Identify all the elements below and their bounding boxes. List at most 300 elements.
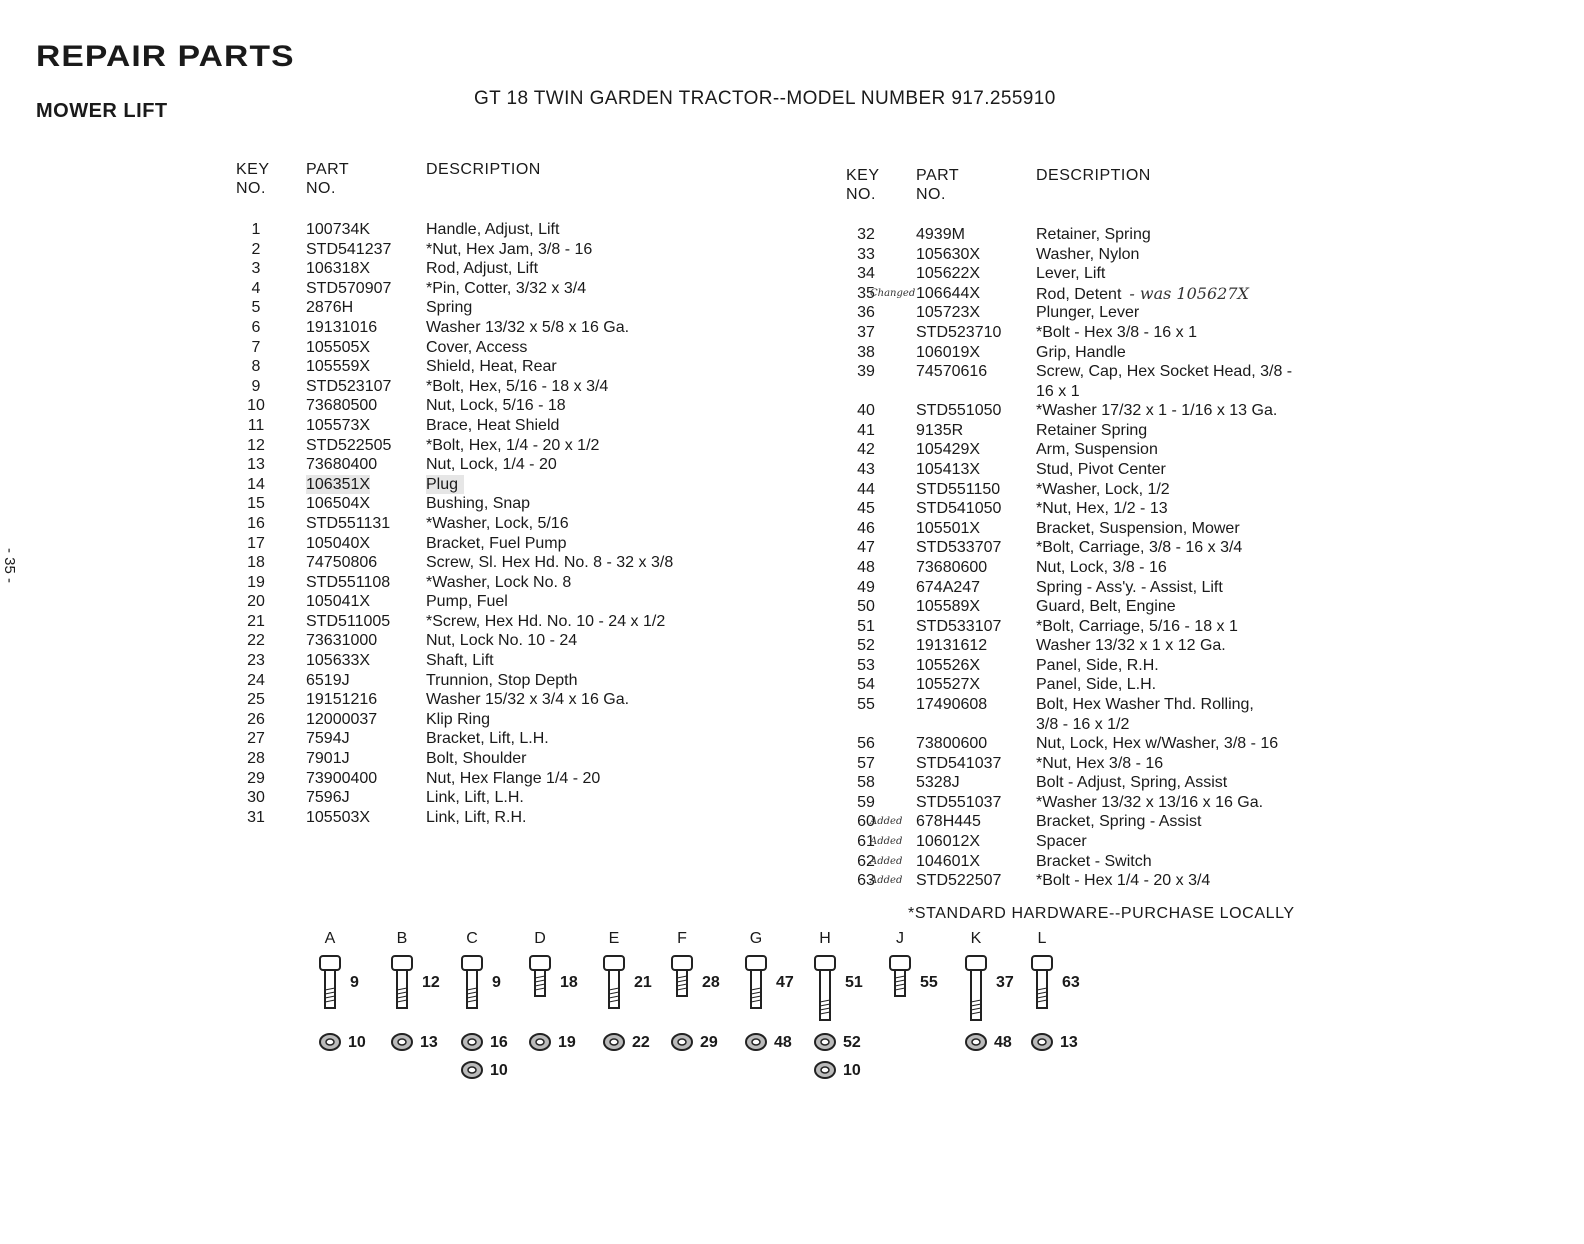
- part-number: 105041X: [306, 593, 371, 611]
- part-description: [1036, 675, 1156, 695]
- part-description: [426, 475, 464, 495]
- part-description: [1036, 852, 1152, 872]
- part-description: [1036, 656, 1159, 676]
- handwritten-mark: Changed: [870, 287, 916, 299]
- table-row: [846, 480, 1406, 500]
- description-text: Trunnion, Stop Depth: [426, 671, 578, 689]
- part-description: [1036, 225, 1151, 245]
- key-number: 16: [247, 514, 265, 532]
- key-number: 20: [247, 593, 265, 611]
- table-row: [846, 558, 1406, 578]
- part-description: [1036, 245, 1139, 265]
- table-row: [236, 279, 756, 299]
- header-part: PART: [306, 161, 350, 178]
- part-description: [426, 338, 527, 358]
- part-description: [426, 396, 566, 416]
- description-text: Washer 13/32 x 5/8 x 16 Ga.: [426, 318, 630, 336]
- table-row: [846, 734, 1406, 754]
- bolt-head: [890, 956, 910, 970]
- part-description: [426, 259, 538, 279]
- description-text: Plug: [426, 475, 459, 493]
- left-rows: [236, 220, 756, 827]
- part-description: [1036, 401, 1277, 421]
- nut-key-number: 52: [843, 1034, 861, 1051]
- part-description: [426, 298, 472, 318]
- description-text: *Bolt, Carriage, 3/8 - 16 x 3/4: [1036, 539, 1243, 557]
- key-number: 39: [857, 363, 875, 381]
- description-text: Link, Lift, R.H.: [426, 808, 527, 826]
- description-text: Stud, Pivot Center: [1036, 460, 1166, 478]
- nut-hole: [536, 1039, 544, 1045]
- bolt-icon: [885, 954, 915, 1034]
- bolt-head: [966, 956, 986, 970]
- bolt-icon: [387, 954, 417, 1034]
- nut-hole: [752, 1039, 760, 1045]
- part-description: [1036, 421, 1147, 441]
- part-description: [1036, 264, 1105, 284]
- table-row: [846, 832, 1406, 852]
- part-description: [426, 651, 494, 671]
- description-text: Panel, Side, R.H.: [1036, 656, 1159, 674]
- table-row: [846, 793, 1406, 813]
- description-text: *Washer, Lock, 5/16: [426, 514, 569, 532]
- table-row: [236, 514, 756, 534]
- part-description: [1036, 695, 1254, 734]
- description-text: Shaft, Lift: [426, 652, 494, 670]
- description-text: Retainer, Spring: [1036, 226, 1151, 243]
- description-text: Bracket, Spring - Assist: [1036, 813, 1202, 831]
- nut-hole: [972, 1039, 980, 1045]
- part-description: [1036, 303, 1139, 323]
- bolt-head: [672, 956, 692, 970]
- table-row: [236, 298, 756, 318]
- description-text: Washer 15/32 x 3/4 x 16 Ga.: [426, 691, 630, 709]
- description-text: *Bolt, Hex, 1/4 - 20 x 1/2: [426, 436, 600, 454]
- bolt-icon: [810, 954, 840, 1034]
- bolt-icon: [599, 954, 629, 1034]
- description-text: Bracket, Lift, L.H.: [426, 730, 549, 748]
- part-number: 105040X: [306, 534, 371, 552]
- part-description: [1036, 362, 1292, 401]
- part-number: 9135R: [916, 421, 964, 439]
- bolt-key-number: 47: [776, 974, 794, 991]
- part-description: [426, 240, 592, 260]
- parts-table-right: [846, 166, 1406, 890]
- header-part: PART: [916, 167, 960, 184]
- nut-icon: [460, 1060, 484, 1080]
- table-row: [846, 675, 1406, 695]
- part-description: [426, 592, 508, 612]
- table-row: [236, 240, 756, 260]
- part-number: 6519J: [306, 671, 350, 689]
- key-number: 45: [857, 500, 875, 518]
- description-text: Washer, Nylon: [1036, 245, 1140, 263]
- part-number: 7901J: [306, 750, 350, 768]
- part-number: 19151216: [306, 691, 378, 709]
- table-row: [236, 769, 756, 789]
- header-description: DESCRIPTION: [1036, 167, 1151, 184]
- nut-hole: [610, 1039, 618, 1045]
- description-text: Nut, Lock, 5/16 - 18: [426, 397, 566, 415]
- table-row: [846, 597, 1406, 617]
- key-number: 7: [251, 338, 261, 356]
- part-description: [426, 514, 569, 534]
- bolt-key-number: 63: [1062, 974, 1080, 991]
- nut-icon: [813, 1060, 837, 1080]
- nut-icon: [744, 1032, 768, 1052]
- table-row: [236, 808, 756, 828]
- part-number: 674A247: [916, 578, 981, 596]
- key-number: 26: [247, 710, 265, 728]
- handwritten-mark: Added: [870, 836, 903, 848]
- description-text: Screw, Sl. Hex Hd. No. 8 - 32 x 3/8: [426, 554, 674, 572]
- part-number: STD522507: [916, 872, 1002, 890]
- nut-icon: [460, 1032, 484, 1052]
- part-number: 105559X: [306, 358, 371, 376]
- table-row: [846, 421, 1406, 441]
- description-text: Nut, Hex Flange 1/4 - 20: [426, 769, 601, 787]
- key-number: 32: [857, 226, 875, 243]
- table-row: [846, 225, 1406, 245]
- nut-key-number: 48: [994, 1034, 1012, 1051]
- part-description: [426, 318, 629, 338]
- table-row: [846, 245, 1406, 265]
- table-row: [236, 788, 756, 808]
- part-number: 678H445: [916, 813, 981, 831]
- table-row: [236, 396, 756, 416]
- description-text: *Nut, Hex, 1/2 - 13: [1036, 500, 1168, 518]
- key-number: 51: [857, 617, 875, 635]
- description-text: Guard, Belt, Engine: [1036, 598, 1176, 616]
- description-text: Screw, Cap, Hex Socket Head, 3/8 -: [1036, 363, 1293, 381]
- part-number: 73631000: [306, 632, 378, 650]
- key-number: 27: [247, 730, 265, 748]
- part-number: 12000037: [306, 710, 378, 728]
- nut-hole: [821, 1039, 829, 1045]
- description-text: Nut, Lock, 3/8 - 16: [1036, 558, 1167, 576]
- hardware-letter: D: [534, 930, 546, 947]
- key-number: 59: [857, 793, 875, 811]
- header-part-no: NO.: [916, 186, 946, 203]
- part-number: 105501X: [916, 519, 981, 537]
- part-number: 73680500: [306, 397, 378, 415]
- part-number: 105503X: [306, 808, 371, 826]
- part-description: [426, 769, 600, 789]
- part-number: STD511005: [306, 612, 391, 630]
- hardware-letter: G: [749, 930, 763, 947]
- part-number: 106351X: [306, 475, 371, 493]
- description-text: Cover, Access: [426, 338, 528, 356]
- part-number: STD570907: [306, 279, 392, 297]
- description-text: Nut, Lock, 1/4 - 20: [426, 456, 557, 474]
- description-text: Arm, Suspension: [1036, 441, 1158, 459]
- table-row: [846, 499, 1406, 519]
- key-number: 47: [857, 539, 875, 557]
- key-number: 40: [857, 402, 875, 420]
- bolt-shank: [677, 970, 687, 996]
- description-text: Pump, Fuel: [426, 593, 508, 611]
- nut-icon: [602, 1032, 626, 1052]
- key-number: 4: [251, 279, 261, 297]
- bolt-head: [530, 956, 550, 970]
- part-number: 2876H: [306, 299, 354, 317]
- part-number: 4939M: [916, 226, 965, 243]
- key-number: 11: [247, 416, 265, 434]
- bolt-key-number: 51: [845, 974, 863, 991]
- hardware-letter: J: [896, 930, 904, 947]
- table-row: [236, 671, 756, 691]
- nut-hole: [1038, 1039, 1046, 1045]
- key-number: 61: [857, 833, 875, 851]
- nut-hole: [678, 1039, 686, 1045]
- part-description: [1036, 578, 1223, 598]
- key-number: 17: [247, 534, 265, 552]
- part-number: 74570616: [916, 363, 988, 381]
- part-description: [426, 220, 559, 240]
- part-description: [426, 690, 629, 710]
- part-description: [426, 553, 673, 573]
- hardware-letter: C: [466, 930, 478, 947]
- part-description: [426, 357, 557, 377]
- table-row: [236, 612, 756, 632]
- description-text: *Washer 17/32 x 1 - 1/16 x 13 Ga.: [1036, 402, 1278, 420]
- key-number: 22: [247, 632, 265, 650]
- hardware-letter: A: [324, 930, 336, 947]
- description-text: Klip Ring: [426, 710, 491, 728]
- key-number: 6: [251, 318, 261, 336]
- part-number: STD551131: [306, 514, 391, 532]
- bolt-icon: [667, 954, 697, 1034]
- part-number: STD551050: [916, 402, 1002, 420]
- part-description: [426, 494, 530, 514]
- table-row: [236, 573, 756, 593]
- description-continued: 3/8 - 16 x 1/2: [1036, 715, 1130, 733]
- description-text: *Pin, Cotter, 3/32 x 3/4: [426, 279, 587, 297]
- part-number: STD541037: [916, 754, 1002, 772]
- key-number: 42: [857, 441, 875, 459]
- description-text: Bolt - Adjust, Spring, Assist: [1036, 774, 1228, 792]
- part-description: [426, 808, 526, 828]
- page-title: REPAIR PARTS: [36, 40, 295, 73]
- bolt-shank: [535, 970, 545, 996]
- description-text: Handle, Adjust, Lift: [426, 221, 560, 238]
- bolt-key-number: 28: [702, 974, 720, 991]
- key-number: 31: [247, 808, 265, 826]
- hardware-letter: F: [677, 930, 687, 947]
- key-number: 18: [247, 554, 265, 572]
- table-row: [846, 343, 1406, 363]
- key-number: 53: [857, 656, 875, 674]
- table-row: [236, 357, 756, 377]
- part-description: [1036, 871, 1210, 891]
- table-row: [236, 651, 756, 671]
- nut-hole: [821, 1067, 829, 1073]
- header-key: KEY: [846, 167, 880, 184]
- part-description: [1036, 734, 1278, 754]
- part-number: 105429X: [916, 441, 981, 459]
- key-number: 23: [247, 652, 265, 670]
- bolt-head: [746, 956, 766, 970]
- key-number: 29: [247, 769, 265, 787]
- key-number: 41: [857, 421, 875, 439]
- key-number: 44: [857, 480, 875, 498]
- part-number: 105527X: [916, 676, 981, 694]
- description-text: *Screw, Hex Hd. No. 10 - 24 x 1/2: [426, 612, 666, 630]
- table-row: [236, 710, 756, 730]
- part-description: [426, 436, 599, 456]
- table-row: [846, 578, 1406, 598]
- bolt-icon: [961, 954, 991, 1034]
- table-header: [846, 166, 1406, 208]
- bolt-key-number: 9: [350, 974, 359, 991]
- nut-key-number: 19: [558, 1034, 576, 1051]
- part-number: STD551108: [306, 573, 391, 591]
- key-number: 54: [857, 676, 875, 694]
- part-number: 106019X: [916, 343, 981, 361]
- description-text: *Bolt - Hex 3/8 - 16 x 1: [1036, 323, 1197, 341]
- table-row: [236, 475, 756, 495]
- description-text: *Bolt, Carriage, 5/16 - 18 x 1: [1036, 617, 1238, 635]
- nut-key-number: 29: [700, 1034, 718, 1051]
- nut-icon: [964, 1032, 988, 1052]
- part-number: STD551150: [916, 480, 1001, 498]
- part-number: 73900400: [306, 769, 378, 787]
- table-row: [236, 318, 756, 338]
- hardware-diagram: [300, 930, 1100, 1090]
- part-number: 100734K: [306, 221, 371, 238]
- nut-key-number: 48: [774, 1034, 792, 1051]
- table-row: [846, 460, 1406, 480]
- table-header: [236, 160, 756, 202]
- table-row: [846, 871, 1406, 891]
- bolt-shank: [895, 970, 905, 996]
- part-number: 7594J: [306, 730, 350, 748]
- description-text: *Washer 13/32 x 13/16 x 16 Ga.: [1036, 793, 1264, 811]
- key-number: 48: [857, 558, 875, 576]
- part-number: 106318X: [306, 260, 371, 278]
- table-row: [846, 695, 1406, 734]
- description-text: Bushing, Snap: [426, 495, 531, 513]
- description-text: Rod, Adjust, Lift: [426, 260, 539, 278]
- table-row: [236, 690, 756, 710]
- part-description: [426, 455, 557, 475]
- key-number: 46: [857, 519, 875, 537]
- description-text: Washer 13/32 x 1 x 12 Ga.: [1036, 637, 1226, 655]
- description-text: Bolt, Shoulder: [426, 750, 527, 768]
- description-text: Nut, Lock, Hex w/Washer, 3/8 - 16: [1036, 735, 1279, 753]
- key-number: 14: [247, 475, 265, 493]
- bolt-key-number: 9: [492, 974, 501, 991]
- description-text: Bracket, Fuel Pump: [426, 534, 567, 552]
- part-description: [1036, 323, 1197, 343]
- part-description: [426, 279, 586, 299]
- description-text: Bolt, Hex Washer Thd. Rolling,: [1036, 696, 1254, 714]
- header-key-no: NO.: [236, 180, 266, 197]
- part-number: 7596J: [306, 789, 350, 807]
- description-continued: 16 x 1: [1036, 382, 1080, 400]
- table-row: [236, 220, 756, 240]
- part-description: [1036, 480, 1170, 500]
- description-text: Shield, Heat, Rear: [426, 358, 557, 376]
- key-number: 57: [857, 754, 875, 772]
- part-description: [1036, 773, 1227, 793]
- part-number: 5328J: [916, 774, 960, 792]
- hardware-letter: B: [396, 930, 408, 947]
- table-row: [236, 494, 756, 514]
- part-description: [426, 416, 559, 436]
- bolt-icon: [1027, 954, 1057, 1034]
- bolt-key-number: 12: [422, 974, 440, 991]
- part-description: [1036, 812, 1201, 832]
- page-number: - 35 -: [1, 548, 18, 584]
- part-number: 19131016: [306, 318, 378, 336]
- table-row: [846, 617, 1406, 637]
- nut-hole: [468, 1039, 476, 1045]
- part-number: 73680400: [306, 456, 378, 474]
- part-number: 105413X: [916, 460, 981, 478]
- bolt-icon: [525, 954, 555, 1034]
- nut-key-number: 22: [632, 1034, 650, 1051]
- part-number: 17490608: [916, 696, 988, 714]
- table-row: [846, 362, 1406, 401]
- key-number: 1: [251, 221, 261, 238]
- table-row: [846, 636, 1406, 656]
- table-row: [846, 303, 1406, 323]
- description-text: *Washer, Lock No. 8: [426, 573, 572, 591]
- table-row: [846, 754, 1406, 774]
- nut-key-number: 13: [420, 1034, 438, 1051]
- handwritten-note: - was 105627X: [1129, 283, 1249, 303]
- handwritten-mark: Added: [870, 816, 903, 828]
- description-text: Spring: [426, 299, 473, 317]
- part-number: STD541237: [306, 240, 392, 258]
- table-row: [236, 416, 756, 436]
- part-description: [426, 788, 524, 808]
- nut-key-number: 10: [843, 1062, 861, 1079]
- part-description: [1036, 499, 1168, 519]
- description-text: *Bolt, Hex, 5/16 - 18 x 3/4: [426, 377, 609, 395]
- part-description: [426, 710, 490, 730]
- part-description: [1036, 558, 1167, 578]
- description-text: Rod, Detent: [1036, 285, 1122, 303]
- part-number: 106644X: [916, 284, 981, 302]
- table-row: [236, 534, 756, 554]
- section-title: MOWER LIFT: [36, 100, 168, 122]
- part-number: STD533107: [916, 617, 1002, 635]
- header-part-no: NO.: [306, 180, 336, 197]
- description-text: *Bolt - Hex 1/4 - 20 x 3/4: [1036, 872, 1211, 890]
- key-number: 55: [857, 696, 875, 714]
- key-number: 36: [857, 304, 875, 322]
- key-number: 50: [857, 598, 875, 616]
- nut-icon: [318, 1032, 342, 1052]
- hardware-letter: E: [608, 930, 620, 947]
- description-text: *Nut, Hex Jam, 3/8 - 16: [426, 240, 593, 258]
- handwritten-mark: Added: [870, 875, 903, 887]
- bolt-head: [815, 956, 835, 970]
- description-text: Spacer: [1036, 833, 1087, 851]
- part-description: [1036, 519, 1240, 539]
- nut-key-number: 10: [490, 1062, 508, 1079]
- part-description: [426, 671, 578, 691]
- table-row: [236, 749, 756, 769]
- part-number: 106504X: [306, 495, 371, 513]
- description-text: Plunger, Lever: [1036, 304, 1140, 322]
- right-rows: [846, 225, 1406, 891]
- part-number: 104601X: [916, 852, 981, 870]
- nut-hole: [398, 1039, 406, 1045]
- key-number: 10: [247, 397, 265, 415]
